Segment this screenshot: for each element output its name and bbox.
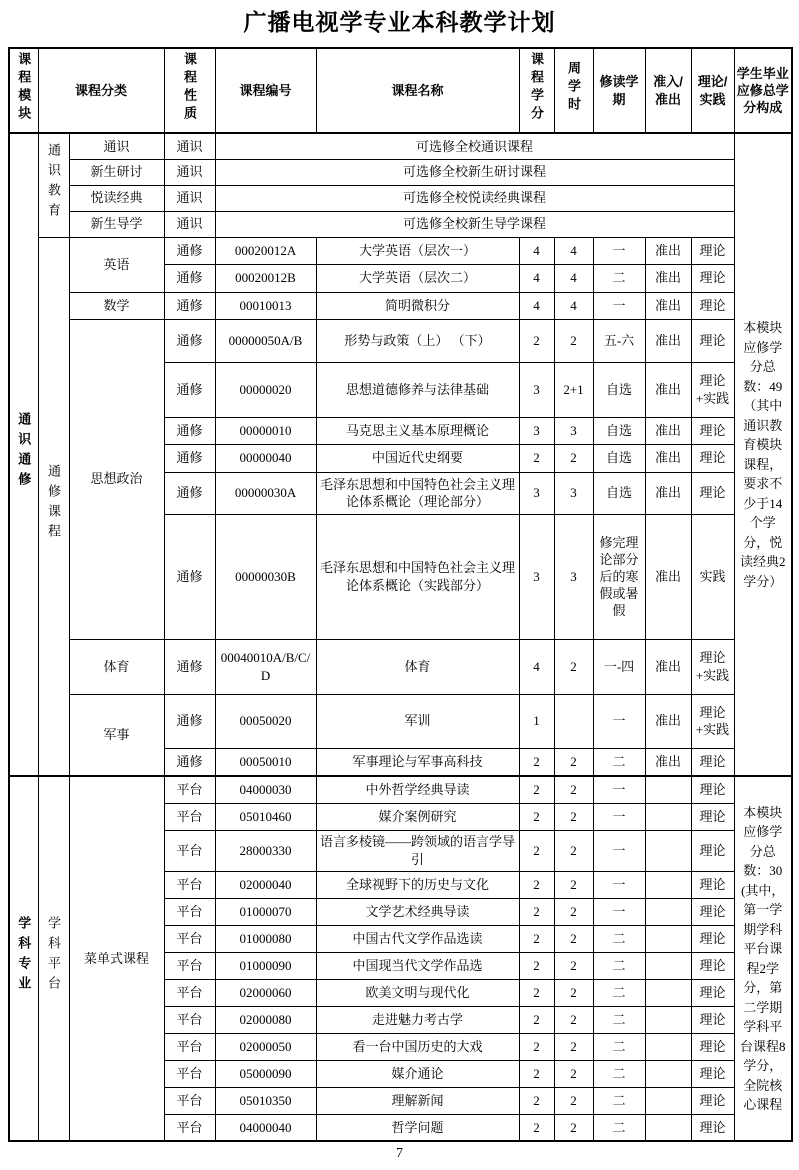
header-course-code: 课程编号	[215, 48, 316, 133]
course-name-cell: 军事理论与军事高科技	[316, 748, 519, 776]
code-cell: 02000060	[215, 979, 316, 1006]
course-name-cell: 形势与政策（上） （下）	[316, 319, 519, 362]
semester-cell: 自选	[593, 362, 645, 417]
elective-note-cell: 可选修全校新生研讨课程	[215, 159, 734, 185]
semester-cell: 一	[593, 830, 645, 871]
course-name-cell: 媒介案例研究	[316, 803, 519, 830]
nature-cell: 平台	[164, 776, 215, 803]
nature-cell: 通修	[164, 264, 215, 292]
credits-cell: 4	[519, 639, 554, 694]
category-cell: 军事	[69, 694, 164, 776]
theory-practice-cell: 理论+实践	[691, 639, 734, 694]
vertical-text: 学科专业	[16, 916, 32, 997]
code-cell: 01000080	[215, 925, 316, 952]
category-cell: 新生导学	[69, 211, 164, 237]
semester-cell: 自选	[593, 472, 645, 514]
credits-cell: 2	[519, 1087, 554, 1114]
course-name-cell: 理解新闻	[316, 1087, 519, 1114]
credits-cell: 2	[519, 1114, 554, 1141]
credits-cell: 4	[519, 237, 554, 264]
credits-cell: 3	[519, 514, 554, 639]
nature-cell: 通修	[164, 748, 215, 776]
theory-practice-cell: 理论	[691, 1114, 734, 1141]
code-cell: 00050020	[215, 694, 316, 748]
hours-cell: 2	[554, 1060, 593, 1087]
semester-cell: 自选	[593, 444, 645, 472]
course-name-cell: 哲学问题	[316, 1114, 519, 1141]
theory-practice-cell: 理论	[691, 830, 734, 871]
theory-practice-cell: 理论	[691, 444, 734, 472]
nature-cell: 通修	[164, 514, 215, 639]
credits-cell: 2	[519, 1006, 554, 1033]
nature-cell: 平台	[164, 1114, 215, 1141]
entry-exit-cell: 准出	[645, 292, 691, 319]
course-name-cell: 语言多棱镜——跨领域的语言学导引	[316, 830, 519, 871]
theory-practice-cell: 理论+实践	[691, 362, 734, 417]
semester-cell: 一	[593, 803, 645, 830]
nature-cell: 通修	[164, 417, 215, 444]
nature-cell: 平台	[164, 1087, 215, 1114]
semester-cell: 修完理论部分后的寒假或暑假	[593, 514, 645, 639]
hours-cell: 4	[554, 292, 593, 319]
nature-cell: 通修	[164, 362, 215, 417]
header-course-credits	[519, 48, 554, 133]
semester-cell: 一	[593, 292, 645, 319]
course-name-cell: 大学英语（层次二）	[316, 264, 519, 292]
course-name-cell: 毛泽东思想和中国特色社会主义理论体系概论（理论部分）	[316, 472, 519, 514]
credits-cell: 3	[519, 417, 554, 444]
hours-cell: 2	[554, 748, 593, 776]
theory-practice-cell: 理论	[691, 979, 734, 1006]
theory-practice-cell: 理论	[691, 1006, 734, 1033]
course-name-cell: 简明微积分	[316, 292, 519, 319]
credits-cell: 2	[519, 898, 554, 925]
nature-cell: 通修	[164, 292, 215, 319]
hours-cell: 3	[554, 417, 593, 444]
course-name-cell: 马克思主义基本原理概论	[316, 417, 519, 444]
entry-exit-cell	[645, 1087, 691, 1114]
vertical-text: 通修课程	[46, 464, 61, 545]
code-cell: 02000050	[215, 1033, 316, 1060]
course-table	[8, 47, 793, 1142]
semester-cell: 二	[593, 1060, 645, 1087]
credits-cell: 2	[519, 1060, 554, 1087]
course-name-cell: 中国近代史纲要	[316, 444, 519, 472]
entry-exit-cell	[645, 871, 691, 898]
category-cell: 数学	[69, 292, 164, 319]
hours-cell: 4	[554, 264, 593, 292]
category-cell: 体育	[69, 639, 164, 694]
course-name-cell: 军训	[316, 694, 519, 748]
code-cell: 04000030	[215, 776, 316, 803]
header-weekly-hours	[554, 48, 593, 133]
nature-cell: 通修	[164, 639, 215, 694]
entry-exit-cell	[645, 1033, 691, 1060]
header-semester: 修读学期	[593, 48, 645, 133]
nature-cell: 平台	[164, 1060, 215, 1087]
course-name-cell: 中国古代文学作品选读	[316, 925, 519, 952]
header-course-module	[9, 48, 38, 133]
entry-exit-cell: 准出	[645, 319, 691, 362]
semester-cell: 五-六	[593, 319, 645, 362]
entry-exit-cell: 准出	[645, 417, 691, 444]
course-name-cell: 毛泽东思想和中国特色社会主义理论体系概论（实践部分）	[316, 514, 519, 639]
entry-exit-cell	[645, 898, 691, 925]
entry-exit-cell: 准出	[645, 514, 691, 639]
header-theory-practice: 理论/实践	[691, 48, 734, 133]
course-name-cell: 走进魅力考古学	[316, 1006, 519, 1033]
entry-exit-cell: 准出	[645, 472, 691, 514]
theory-practice-cell: 理论+实践	[691, 694, 734, 748]
theory-practice-cell: 理论	[691, 1087, 734, 1114]
code-cell: 00000020	[215, 362, 316, 417]
code-cell: 00020012B	[215, 264, 316, 292]
course-name-cell: 思想道德修养与法律基础	[316, 362, 519, 417]
credits-cell: 4	[519, 292, 554, 319]
hours-cell: 2	[554, 830, 593, 871]
nature-cell: 平台	[164, 803, 215, 830]
credits-cell: 3	[519, 362, 554, 417]
semester-cell: 二	[593, 1087, 645, 1114]
nature-cell: 通修	[164, 319, 215, 362]
nature-cell: 通识	[164, 159, 215, 185]
code-cell: 02000080	[215, 1006, 316, 1033]
credits-cell: 2	[519, 952, 554, 979]
theory-practice-cell: 理论	[691, 803, 734, 830]
theory-practice-cell: 理论	[691, 264, 734, 292]
semester-cell: 一	[593, 237, 645, 264]
entry-exit-cell	[645, 952, 691, 979]
semester-cell: 二	[593, 952, 645, 979]
nature-cell: 平台	[164, 898, 215, 925]
course-name-cell: 文学艺术经典导读	[316, 898, 519, 925]
subgroup-cell	[38, 133, 69, 237]
nature-cell: 通识	[164, 211, 215, 237]
vertical-text: 课程性质	[182, 52, 198, 125]
course-name-cell: 中外哲学经典导读	[316, 776, 519, 803]
vertical-text: 课程学分	[529, 52, 545, 125]
hours-cell	[554, 694, 593, 748]
course-name-cell: 体育	[316, 639, 519, 694]
entry-exit-cell	[645, 1060, 691, 1087]
code-cell: 00040010A/B/C/D	[215, 639, 316, 694]
header-course-nature	[164, 48, 215, 133]
credits-cell: 2	[519, 871, 554, 898]
entry-exit-cell	[645, 979, 691, 1006]
hours-cell: 2	[554, 871, 593, 898]
hours-cell: 2	[554, 803, 593, 830]
theory-practice-cell: 理论	[691, 319, 734, 362]
hours-cell: 2+1	[554, 362, 593, 417]
theory-practice-cell: 理论	[691, 1033, 734, 1060]
semester-cell: 二	[593, 925, 645, 952]
credits-cell: 2	[519, 776, 554, 803]
course-name-cell: 看一台中国历史的大戏	[316, 1033, 519, 1060]
theory-practice-cell: 理论	[691, 748, 734, 776]
course-name-cell: 全球视野下的历史与文化	[316, 871, 519, 898]
hours-cell: 2	[554, 925, 593, 952]
code-cell: 00000030A	[215, 472, 316, 514]
theory-practice-cell: 理论	[691, 417, 734, 444]
category-cell: 新生研讨	[69, 159, 164, 185]
category-cell: 英语	[69, 237, 164, 292]
vertical-text: 通识教育	[46, 143, 61, 224]
nature-cell: 平台	[164, 830, 215, 871]
hours-cell: 2	[554, 639, 593, 694]
entry-exit-cell	[645, 925, 691, 952]
nature-cell: 平台	[164, 979, 215, 1006]
course-name-cell: 媒介通论	[316, 1060, 519, 1087]
entry-exit-cell	[645, 1006, 691, 1033]
code-cell: 04000040	[215, 1114, 316, 1141]
page-number: 7	[396, 1146, 403, 1161]
hours-cell: 2	[554, 1033, 593, 1060]
entry-exit-cell: 准出	[645, 444, 691, 472]
hours-cell: 2	[554, 1114, 593, 1141]
nature-cell: 通识	[164, 133, 215, 159]
theory-practice-cell: 理论	[691, 952, 734, 979]
category-cell: 通识	[69, 133, 164, 159]
semester-cell: 一-四	[593, 639, 645, 694]
theory-practice-cell: 理论	[691, 237, 734, 264]
code-cell: 00000050A/B	[215, 319, 316, 362]
entry-exit-cell: 准出	[645, 362, 691, 417]
semester-cell: 一	[593, 898, 645, 925]
nature-cell: 平台	[164, 925, 215, 952]
theory-practice-cell: 理论	[691, 898, 734, 925]
hours-cell: 3	[554, 514, 593, 639]
semester-cell: 二	[593, 1114, 645, 1141]
course-name-cell: 欧美文明与现代化	[316, 979, 519, 1006]
code-cell: 01000090	[215, 952, 316, 979]
entry-exit-cell	[645, 776, 691, 803]
category-cell: 悦读经典	[69, 185, 164, 211]
nature-cell: 平台	[164, 1033, 215, 1060]
credits-cell: 4	[519, 264, 554, 292]
code-cell: 00000010	[215, 417, 316, 444]
semester-cell: 二	[593, 1033, 645, 1060]
hours-cell: 2	[554, 776, 593, 803]
credits-cell: 2	[519, 979, 554, 1006]
hours-cell: 3	[554, 472, 593, 514]
credits-cell: 2	[519, 830, 554, 871]
code-cell: 05000090	[215, 1060, 316, 1087]
theory-practice-cell: 理论	[691, 871, 734, 898]
semester-cell: 自选	[593, 417, 645, 444]
nature-cell: 平台	[164, 952, 215, 979]
code-cell: 05010460	[215, 803, 316, 830]
module-cell	[9, 133, 38, 776]
hours-cell: 2	[554, 319, 593, 362]
credits-cell: 2	[519, 748, 554, 776]
credit-note-cell: 本模块应修学分总数：30(其中，第一学期学科平台课程2学分，第二学期学科平台课程8学分，全院核心课程	[734, 776, 792, 1141]
header-entry-exit: 准入/准出	[645, 48, 691, 133]
semester-cell: 一	[593, 871, 645, 898]
entry-exit-cell	[645, 803, 691, 830]
nature-cell: 平台	[164, 1006, 215, 1033]
entry-exit-cell	[645, 1114, 691, 1141]
category-cell: 思想政治	[69, 319, 164, 639]
credits-cell: 1	[519, 694, 554, 748]
elective-note-cell: 可选修全校通识课程	[215, 133, 734, 159]
code-cell: 02000040	[215, 871, 316, 898]
hours-cell: 2	[554, 1087, 593, 1114]
elective-note-cell: 可选修全校新生导学课程	[215, 211, 734, 237]
nature-cell: 平台	[164, 871, 215, 898]
hours-cell: 4	[554, 237, 593, 264]
code-cell: 05010350	[215, 1087, 316, 1114]
semester-cell: 二	[593, 748, 645, 776]
module-cell	[9, 776, 38, 1141]
semester-cell: 二	[593, 979, 645, 1006]
header-course-category: 课程分类	[38, 48, 164, 133]
entry-exit-cell	[645, 830, 691, 871]
code-cell: 01000070	[215, 898, 316, 925]
credit-note-cell: 本模块应修学分总数：49（其中通识教育模块课程，要求不少于14个学分，悦读经典2学分）	[734, 133, 792, 776]
hours-cell: 2	[554, 1006, 593, 1033]
credits-cell: 2	[519, 1033, 554, 1060]
semester-cell: 一	[593, 694, 645, 748]
hours-cell: 2	[554, 898, 593, 925]
nature-cell: 通修	[164, 444, 215, 472]
theory-practice-cell: 理论	[691, 472, 734, 514]
code-cell: 00010013	[215, 292, 316, 319]
entry-exit-cell: 准出	[645, 237, 691, 264]
credits-cell: 2	[519, 319, 554, 362]
code-cell: 00000040	[215, 444, 316, 472]
nature-cell: 通修	[164, 237, 215, 264]
subgroup-cell	[38, 237, 69, 776]
semester-cell: 二	[593, 1006, 645, 1033]
semester-cell: 一	[593, 776, 645, 803]
header-credit-composition: 学生毕业应修总学分构成	[734, 48, 792, 133]
code-cell: 00020012A	[215, 237, 316, 264]
nature-cell: 通识	[164, 185, 215, 211]
hours-cell: 2	[554, 444, 593, 472]
subgroup-cell	[38, 776, 69, 1141]
entry-exit-cell: 准出	[645, 264, 691, 292]
entry-exit-cell: 准出	[645, 748, 691, 776]
nature-cell: 通修	[164, 694, 215, 748]
course-name-cell: 中国现当代文学作品选	[316, 952, 519, 979]
entry-exit-cell: 准出	[645, 694, 691, 748]
theory-practice-cell: 理论	[691, 776, 734, 803]
code-cell: 00050010	[215, 748, 316, 776]
credits-cell: 2	[519, 803, 554, 830]
theory-practice-cell: 理论	[691, 292, 734, 319]
hours-cell: 2	[554, 952, 593, 979]
credits-cell: 3	[519, 472, 554, 514]
vertical-text: 周学时	[566, 61, 582, 116]
vertical-text: 通识通修	[16, 412, 32, 493]
elective-note-cell: 可选修全校悦读经典课程	[215, 185, 734, 211]
credits-cell: 2	[519, 925, 554, 952]
course-name-cell: 大学英语（层次一）	[316, 237, 519, 264]
entry-exit-cell: 准出	[645, 639, 691, 694]
hours-cell: 2	[554, 979, 593, 1006]
theory-practice-cell: 理论	[691, 925, 734, 952]
vertical-text: 学科平台	[46, 916, 61, 997]
vertical-text: 课程模块	[16, 52, 32, 125]
credits-cell: 2	[519, 444, 554, 472]
code-cell: 00000030B	[215, 514, 316, 639]
header-course-name: 课程名称	[316, 48, 519, 133]
theory-practice-cell: 理论	[691, 1060, 734, 1087]
code-cell: 28000330	[215, 830, 316, 871]
theory-practice-cell: 实践	[691, 514, 734, 639]
page-title: 广播电视学专业本科教学计划	[243, 9, 556, 35]
nature-cell: 通修	[164, 472, 215, 514]
category-cell: 菜单式课程	[69, 776, 164, 1141]
semester-cell: 二	[593, 264, 645, 292]
